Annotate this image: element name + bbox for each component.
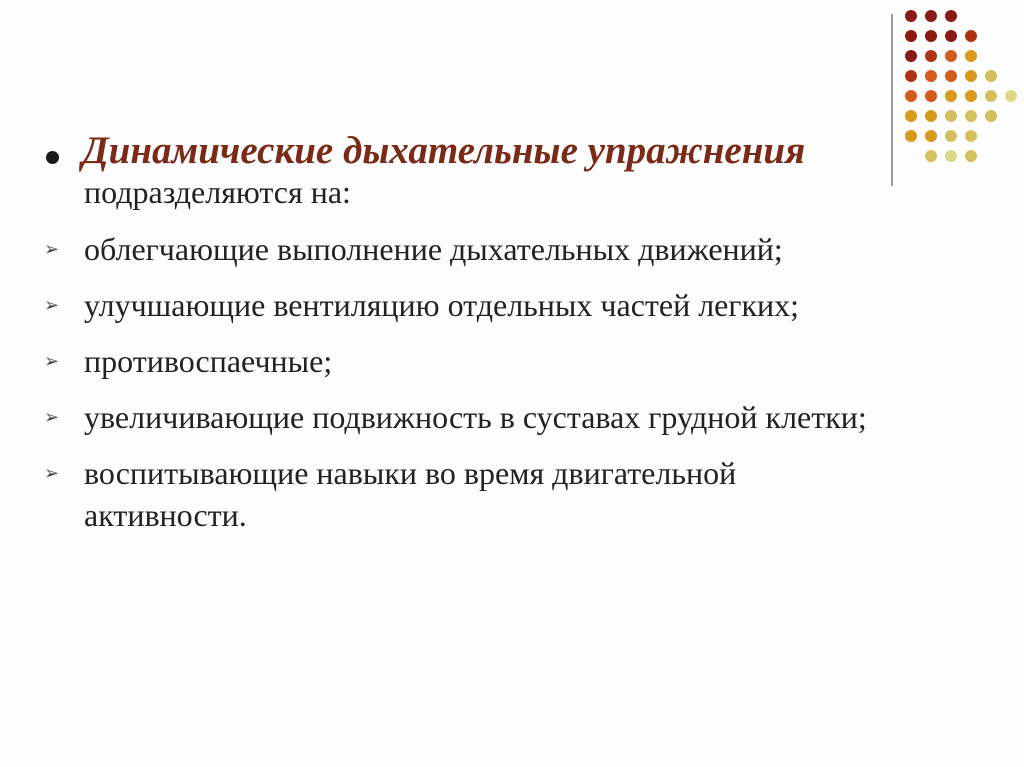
decorative-dot (905, 50, 917, 62)
decorative-dot-grid (905, 10, 1017, 160)
slide-subheading: подразделяются на: (84, 174, 351, 210)
decorative-dot (1005, 90, 1017, 102)
decorative-dot (905, 110, 917, 122)
bullet-list (44, 228, 904, 550)
decorative-dot (985, 110, 997, 122)
list-item (44, 228, 904, 270)
arrow-bullet-icon: ➢ (44, 463, 60, 484)
decorative-dot (945, 150, 957, 162)
decorative-dot (945, 30, 957, 42)
list-item-text: облегчающие выполнение дыхательных движений; (84, 231, 783, 267)
decorative-dot (925, 70, 937, 82)
decorative-dot (925, 150, 937, 162)
arrow-bullet-icon: ➢ (44, 407, 60, 428)
decorative-dot (905, 70, 917, 82)
decorative-dot (965, 130, 977, 142)
arrow-bullet-icon: ➢ (44, 239, 60, 260)
decorative-dot (965, 110, 977, 122)
decorative-dot (925, 90, 937, 102)
decorative-dot (905, 130, 917, 142)
decorative-dot (925, 50, 937, 62)
decorative-dot (965, 70, 977, 82)
list-item-text: противоспаечные; (84, 343, 333, 379)
decorative-dot (925, 10, 937, 22)
decorative-dot (945, 110, 957, 122)
list-item (44, 340, 904, 382)
decorative-dot (965, 90, 977, 102)
list-item-text: воспитывающие навыки во время двигательной активности. (84, 455, 737, 533)
decorative-dot (965, 150, 977, 162)
decorative-dot (925, 130, 937, 142)
decorative-dot (945, 70, 957, 82)
decorative-dot (945, 10, 957, 22)
list-item-text: улучшающие вентиляцию отдельных частей легких; (84, 287, 800, 323)
slide-heading: Динамические дыхательные упражнения (82, 129, 806, 172)
arrow-bullet-icon: ➢ (44, 295, 60, 316)
decorative-dot (905, 30, 917, 42)
arrow-bullet-icon: ➢ (44, 351, 60, 372)
list-item-text: увеличивающие подвижность в суставах грудной клетки; (84, 399, 867, 435)
decorative-dot (945, 90, 957, 102)
list-item (44, 396, 904, 438)
decorative-dot (905, 90, 917, 102)
list-item (44, 452, 904, 536)
decorative-dot (945, 130, 957, 142)
decorative-dot (985, 90, 997, 102)
vertical-divider (891, 14, 893, 186)
decorative-dot (965, 50, 977, 62)
decorative-dot (905, 10, 917, 22)
decorative-dot (985, 70, 997, 82)
decorative-dot (925, 30, 937, 42)
decorative-dot (925, 110, 937, 122)
bullet-icon (46, 151, 59, 164)
decorative-dot (945, 50, 957, 62)
list-item (44, 284, 904, 326)
decorative-dot (965, 30, 977, 42)
